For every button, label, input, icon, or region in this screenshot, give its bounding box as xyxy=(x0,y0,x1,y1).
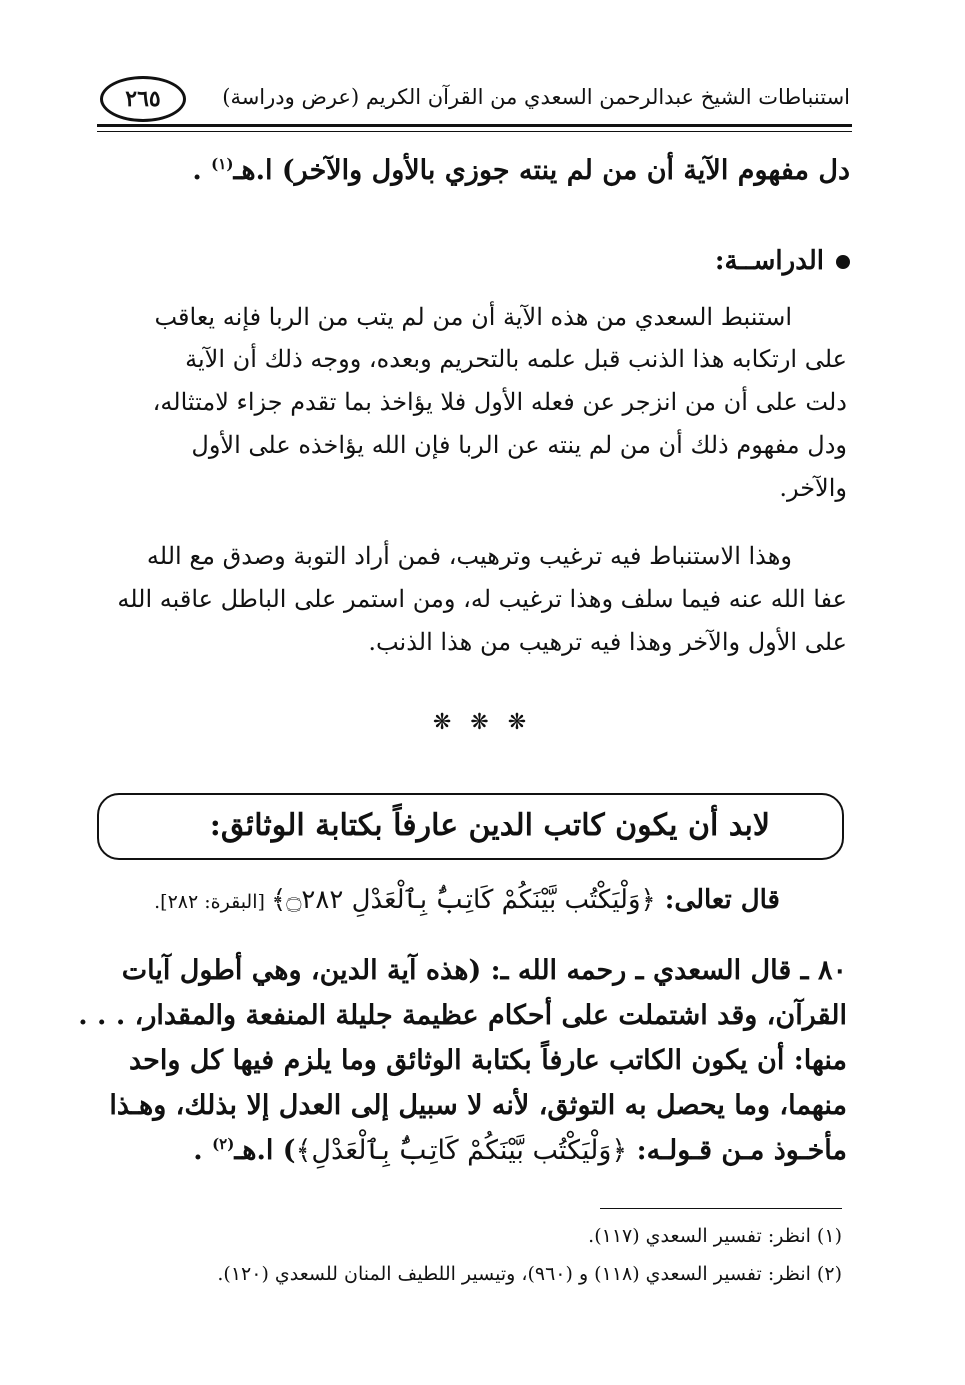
study-heading xyxy=(600,246,850,276)
running-header-title: استنباطات الشيخ عبدالرحمن السعدي من القرآن الكريم (عرض ودراسة) xyxy=(222,85,850,109)
para1-line-3: دلت على أن من انزجر عن فعله الأول فلا يؤاخذ بما تقدم جزاء لامتثاله، xyxy=(152,388,847,416)
para2-line-2: عفا الله عنه فيما سلف وهذا ترغيب له، ومن استمر على الباطل عاقبه الله xyxy=(117,585,847,613)
footnote-ref-1: (١) xyxy=(211,155,234,173)
para2-line-3: على الأول والآخر وهذا فيه ترهيب من هذا الذنب. xyxy=(368,628,847,656)
quote-last-prefix: مأخـوذ مـن قـولـه: xyxy=(627,1135,847,1166)
quote-last-suffix: ) ا.هـ xyxy=(234,1135,296,1166)
quote-line-1: ٨٠ ـ قال السعدي ـ رحمه الله ـ: (هذه آية الدين، وهي أطول آيات xyxy=(121,955,847,986)
para1-line-2: على ارتكابه هذا الذنب قبل علمه بالتحريم وبعده، ووجه ذلك أن الآية xyxy=(185,345,847,373)
quote-line-3: منها: أن يكون الكاتب عارفاً بكتابة الوثائق وما يلزم فيها كل واحد xyxy=(128,1045,847,1076)
intro-tail: . xyxy=(192,155,212,186)
footnote-rule xyxy=(600,1208,842,1209)
verse-reference: [البقرة: ٢٨٢]. xyxy=(154,891,271,913)
verse-prefix: قال تعالى: xyxy=(655,885,780,915)
header-rule-thin xyxy=(97,131,852,132)
footnote-ref-2: (٢) xyxy=(212,1135,235,1153)
section-title: لابد أن يكون كاتب الدين عارفاً بكتابة الوثائق: xyxy=(209,808,770,843)
footnote-2: (٢) انظر: تفسير السعدي (١١٨) و (٩٦٠)، وتيسير اللطيف المنان للسعدي (١٢٠). xyxy=(217,1263,842,1285)
para1-line-1: استنبط السعدي من هذه الآية أن من لم يتب من الربا فإنه يعاقب xyxy=(154,303,792,331)
study-heading-text: الدراســة: xyxy=(714,246,824,276)
header-rule-thick xyxy=(97,124,852,127)
verse-text: ﴿وَلْيَكْتُب بَّيْنَكُمْ كَاتِبٌۢ بِٱلْعَدْلِ ۝٢٨٢﴾ xyxy=(270,885,656,915)
section-separator: ❋ ❋ ❋ xyxy=(432,710,533,735)
quote-last-verse: ﴿وَلْيَكْتُب بَّيْنَكُمْ كَاتِبٌۢ بِٱلْعَدْلِ﴾ xyxy=(295,1135,628,1166)
quote-line-5 xyxy=(150,1135,847,1166)
quote-line-2: القرآن، وقد اشتملت على أحكام عظيمة جليلة المنفعة والمقدار، . . . xyxy=(78,1000,847,1031)
intro-text: دل مفهوم الآية أن من لم ينته جوزي بالأول والآخر) ا.هـ xyxy=(233,155,850,186)
verse-line xyxy=(120,885,780,915)
intro-line xyxy=(150,155,850,186)
footnote-1: (١) انظر: تفسير السعدي (١١٧). xyxy=(588,1225,842,1247)
quote-last-tail: . xyxy=(193,1135,213,1166)
para1-line-4: ودل مفهوم ذلك أن من لم ينته عن الربا فإن الله يؤاخذه على الأول xyxy=(191,431,847,459)
quote-line-4: منهما، وما يحصل به التوثق، لأنه لا سبيل إلى العدل إلا بذلك، وهـذا xyxy=(109,1090,847,1121)
page-number-badge: ٢٦٥ xyxy=(100,76,186,122)
para1-line-5: والآخر. xyxy=(779,474,847,502)
para2-line-1: وهذا الاستنباط فيه ترغيب وترهيب، فمن أراد التوبة وصدق مع الله xyxy=(146,542,792,570)
bullet-icon xyxy=(836,255,850,269)
